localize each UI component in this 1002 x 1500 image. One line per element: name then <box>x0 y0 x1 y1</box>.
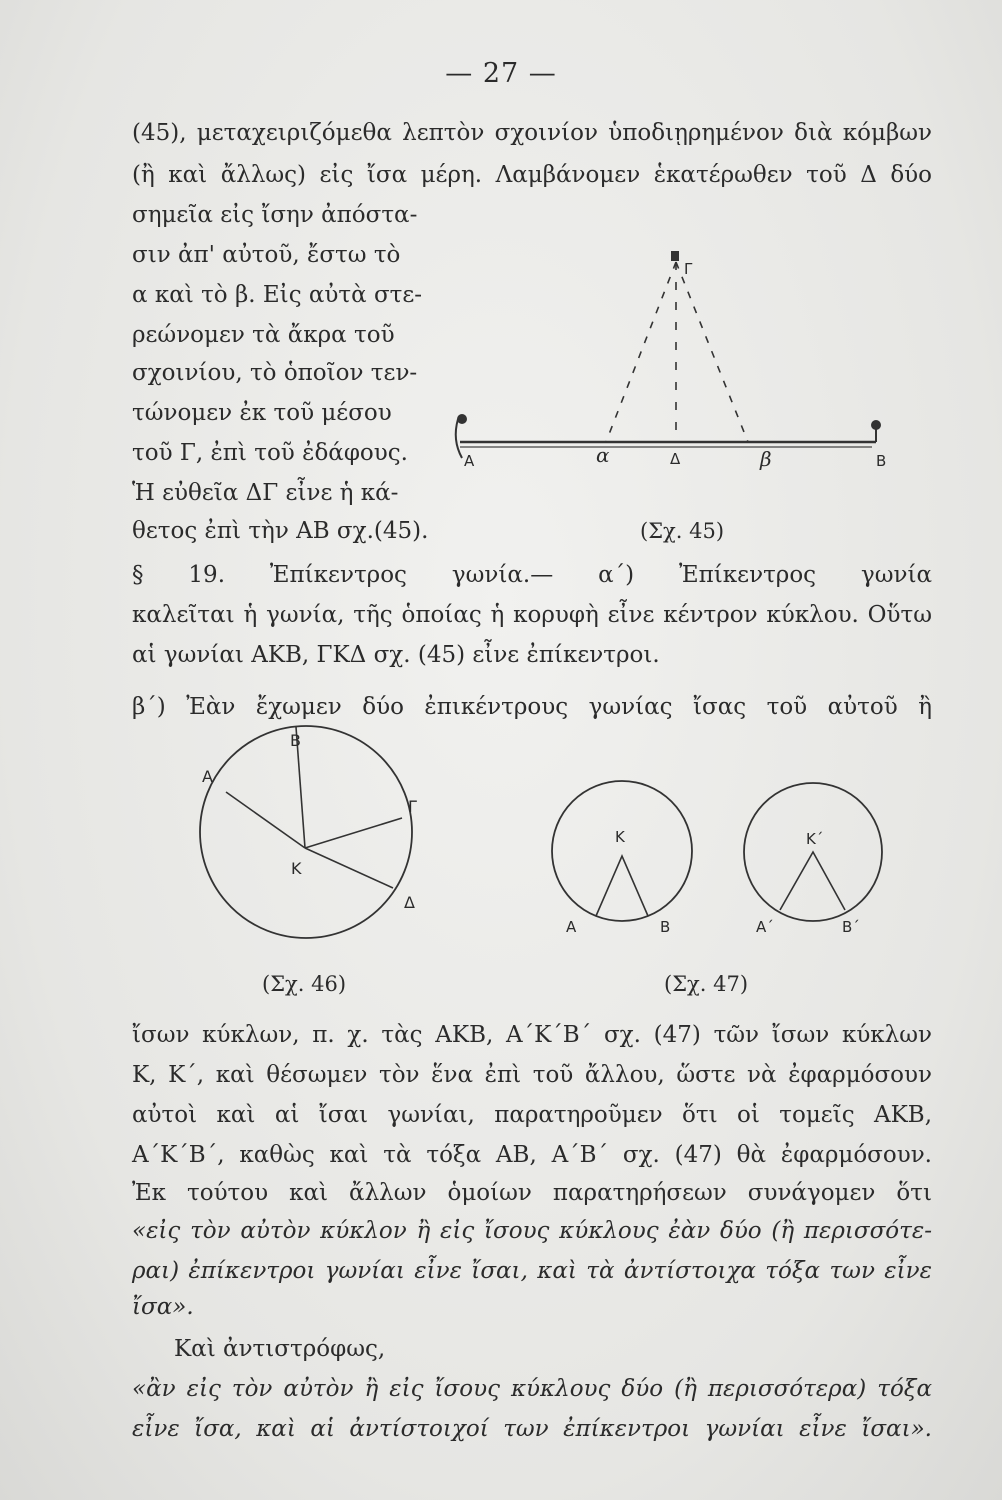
para2-line6: «εἰς τὸν αὐτὸν κύκλον ἢ εἰς ἴσους κύκλους ἐὰν δύο (ἢ περισσότε- <box>132 1218 932 1244</box>
figure-46 <box>200 726 417 938</box>
fig45-label-a: α <box>596 443 610 467</box>
fig47-label-A: Α <box>566 918 577 936</box>
para1-line8: τώνομεν ἐκ τοῦ μέσου <box>132 400 392 426</box>
section19-line2: καλεῖται ἡ γωνία, τῆς ὁποίας ἡ κορυφὴ εἶνε κέντρον κύκλου. Οὕτω <box>132 602 932 628</box>
fig46-circle <box>200 726 412 938</box>
fig45-label-right: Β <box>876 452 887 470</box>
fig46-label-B: Β <box>290 731 301 750</box>
para2-line10: «ἂν εἰς τὸν αὐτὸν ἢ εἰς ἴσους κύκλους δύο (ἢ περισσότερα) τόξα <box>132 1376 932 1402</box>
para2-line9: Καὶ ἀντιστρόφως, <box>174 1336 386 1362</box>
para1-line5: α καὶ τὸ β. Εἰς αὐτὰ στε- <box>132 282 423 308</box>
section19-title: § 19. Ἐπίκεντρος γωνία.— α΄) Ἐπίκεντρος γωνία <box>132 562 932 588</box>
fig47-angle-A2K2B2 <box>780 852 845 910</box>
fig47-label-A2: Α΄ <box>756 918 774 936</box>
fig47-label-B2: Β΄ <box>842 918 860 936</box>
fig47-label-B: Β <box>660 918 671 936</box>
para1-line2: (ἢ καὶ ἄλλως) εἰς ἴσα μέρη. Λαμβάνομεν ἑκατέρωθεν τοῦ Δ δύο <box>132 162 932 188</box>
fig46-radius-KA <box>226 792 305 848</box>
para2-line3: αὐτοὶ καὶ αἱ ἴσαι γωνίαι, παρατηροῦμεν ὅτι οἱ τομεῖς ΑΚΒ, <box>132 1102 932 1128</box>
fig45-caption: (Σχ. 45) <box>640 519 725 543</box>
para1-line4: σιν ἀπ' αὐτοῦ, ἔστω τὸ <box>132 242 401 268</box>
section19-line3: αἱ γωνίαι ΑΚΒ, ΓΚΔ σχ. (45) εἶνε ἐπίκεντροι. <box>132 642 660 668</box>
para2-line11: εἶνε ἴσα, καὶ αἱ ἀντίστοιχοί των ἐπίκεντροι γωνίαι εἶνε ἴσαι». <box>132 1416 932 1442</box>
figure-47 <box>552 781 882 936</box>
para1-line11: θετος ἐπὶ τὴν ΑΒ σχ.(45). <box>132 518 429 544</box>
fig46-label-K: Κ <box>291 859 302 878</box>
fig47-circle-K <box>552 781 692 921</box>
fig46-caption: (Σχ. 46) <box>262 972 347 996</box>
fig46-label-G: Γ <box>408 797 417 816</box>
section19-line4: β΄) Ἐὰν ἔχωμεν δύο ἐπικέντρους γωνίας ἴσας τοῦ αὐτοῦ ἢ <box>132 694 932 720</box>
fig46-label-A: Α <box>202 767 213 786</box>
fig47-caption: (Σχ. 47) <box>664 972 749 996</box>
para2-line8: ἴσα». <box>132 1294 194 1320</box>
fig46-label-D: Δ <box>404 893 415 912</box>
fig46-radius-KG <box>305 818 402 848</box>
fig47-angle-AKB <box>596 856 648 916</box>
fig45-label-top: Γ <box>684 260 693 278</box>
para1-line1: (45), μεταχειριζόμεθα λεπτὸν σχοινίον ὑποδιῃρημένον διὰ κόμβων <box>132 120 932 146</box>
para1-line3: σημεῖα εἰς ἴσην ἀπόστα- <box>132 202 418 228</box>
para2-line7: ραι) ἐπίκεντροι γωνίαι εἶνε ἴσαι, καὶ τὰ ἀντίστοιχα τόξα των εἶνε <box>132 1258 932 1284</box>
para1-line10: Ἡ εὐθεῖα ΔΓ εἶνε ἡ κά- <box>132 480 399 506</box>
para2-line5: Ἐκ τούτου καὶ ἄλλων ὁμοίων παρατηρήσεων συνάγομεν ὅτι <box>132 1180 932 1206</box>
fig47-label-K: Κ <box>615 828 625 846</box>
para2-line2: Κ, Κ΄, καὶ θέσωμεν τὸν ἕνα ἐπὶ τοῦ ἄλλου, ὥστε νὰ ἐφαρμόσουν <box>132 1062 932 1088</box>
fig45-label-d: Δ <box>670 450 681 468</box>
fig45-label-b: β <box>760 447 772 471</box>
para2-line4: Α΄Κ΄Β΄, καθὼς καὶ τὰ τόξα ΑΒ, Α΄Β΄ σχ. (47) θὰ ἐφαρμόσουν. <box>132 1142 932 1168</box>
fig47-label-K2: Κ΄ <box>806 830 824 848</box>
para1-line9: τοῦ Γ, ἐπὶ τοῦ ἐδάφους. <box>132 440 408 466</box>
fig46-radius-KD <box>305 848 393 888</box>
para1-line6: ρεώνομεν τὰ ἄκρα τοῦ <box>132 322 395 348</box>
para1-line7: σχοινίου, τὸ ὁποῖον τεν- <box>132 360 418 386</box>
page-number: — 27 — <box>445 58 557 89</box>
fig45-label-left: Α <box>464 452 475 470</box>
para2-line1: ἴσων κύκλων, π. χ. τὰς ΑΚΒ, Α΄Κ΄Β΄ σχ. (47) τῶν ἴσων κύκλων <box>132 1022 932 1048</box>
